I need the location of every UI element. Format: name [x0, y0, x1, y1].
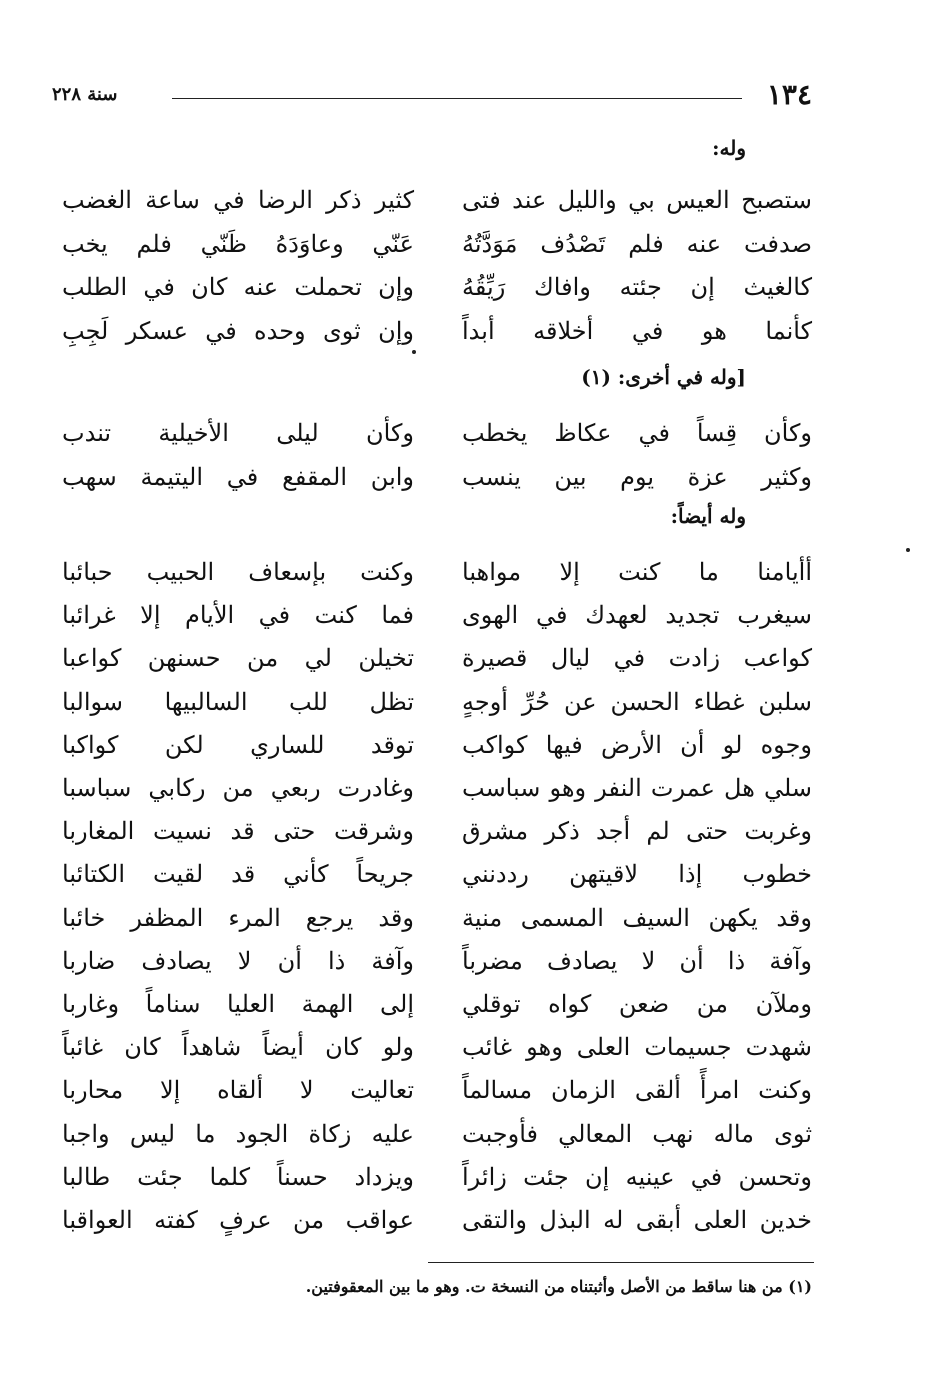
verse-first-hemistich: وجوه لو أن الأرض فيها كواكب: [462, 730, 812, 759]
verse-second-hemistich: فما كنت في الأيام إلا غرائبا: [62, 601, 414, 630]
verse-second-hemistich: إلى الهمة العليا سناماً وغاربا: [62, 990, 414, 1018]
verse-first-hemistich: كالغيث إن جئته وافاك رَيِّقُهُ: [462, 273, 812, 301]
verse-second-hemistich: تخيلن لي من حسنهن كواعبا: [62, 644, 414, 673]
verse-first-hemistich: وكأن قِساً في عكاظ يخطب: [462, 419, 812, 447]
header-rule: [172, 98, 742, 99]
verse-first-hemistich: وآفة ذا أن لا يصادف مضرباً: [462, 946, 812, 975]
intro-1: وله:: [712, 136, 746, 160]
ink-speck: [906, 548, 910, 552]
verse-first-hemistich: خطوب إذا لاقيتهن رددنني: [462, 860, 812, 889]
verse-second-hemistich: وشرقت حتى قد نسيت المغاربا: [62, 817, 414, 846]
verse-first-hemistich: وتحسن في عينيه إن جئت زائراً: [462, 1162, 812, 1191]
intro-3: وله أيضاً:: [670, 504, 746, 528]
verse-first-hemistich: وكنت امرأً ألقى الزمان مسالماً: [462, 1076, 812, 1105]
verse-first-hemistich: سلي هل عمرت النفر وهو سباسب: [462, 774, 812, 802]
verse-second-hemistich: جريحاً كأني قد لقيت الكتائبا: [62, 860, 414, 889]
verse-second-hemistich: وابن المقفع في اليتيمة سهب: [62, 462, 414, 491]
verse-second-hemistich: وإن تحملت عنه كان في الطلب: [62, 273, 414, 301]
year-label: سنة ٢٢٨: [52, 84, 118, 105]
verse-first-hemistich: ثوى ماله نهب المعالي فأوجبت: [462, 1119, 812, 1148]
verse-second-hemistich: عواقب من عرفٍ كفته العواقبا: [62, 1206, 414, 1234]
verse-second-hemistich: تعاليت لا ألقاه إلا محاربا: [62, 1076, 414, 1105]
verse-first-hemistich: وغربت حتى لم أجد ذكر مشرق: [462, 817, 812, 846]
ink-speck: [412, 350, 416, 354]
footnote-rule: [428, 1262, 814, 1263]
verse-second-hemistich: عليه زكاة الجود ما ليس واجبا: [62, 1119, 414, 1148]
verse-first-hemistich: كأنما هو في أخلاقه أبداً: [462, 316, 812, 345]
verse-first-hemistich: وقد يكهن السيف المسمى منية: [462, 903, 812, 932]
page-number: ١٣٤: [766, 78, 812, 111]
verse-first-hemistich: وملآن من ضعن كواه توقلي: [462, 990, 812, 1018]
verse-first-hemistich: صدفت عنه فلم تَصْدُف مَوَدَّتُهُ: [462, 229, 812, 258]
verse-first-hemistich: خدين العلى أبقى له البذل والتقى: [462, 1206, 812, 1234]
verse-second-hemistich: كثير ذكر الرضا في ساعة الغضب: [62, 186, 414, 214]
page-header: [52, 78, 812, 114]
verse-second-hemistich: ويزداد حسناً كلما جئت طالبا: [62, 1162, 414, 1191]
verse-second-hemistich: وكنت بإسعاف الحبيب حبائبا: [62, 558, 414, 586]
verse-second-hemistich: توقد للساري لكن كواكبا: [62, 730, 414, 759]
verse-second-hemistich: وكأن ليلى الأخيلية تندب: [62, 419, 414, 447]
verse-first-hemistich: أأيامنا ما كنت إلا مواهبا: [462, 558, 812, 586]
verse-first-hemistich: سيغرب تجديد لعهدك في الهوى: [462, 601, 812, 630]
verse-second-hemistich: عَنّي وعاوَدَهُ ظَنّي فلم يخب: [62, 229, 414, 258]
verse-first-hemistich: وكثير عزة يوم بين ينسب: [462, 462, 812, 491]
intro-2: [وله في أخرى: (١): [581, 365, 746, 389]
verse-first-hemistich: شهدت جسيمات العلى وهو غائب: [462, 1033, 812, 1062]
verse-first-hemistich: ستصبح العيس بي والليل عند فتى: [462, 186, 812, 214]
verse-first-hemistich: سلبن غطاء الحسن عن حُرِّ أوجهٍ: [462, 687, 812, 716]
verse-second-hemistich: وآفة ذا أن لا يصادف ضاربا: [62, 946, 414, 975]
verse-second-hemistich: وإن ثوى وحده في عسكر لَجِبِ: [62, 316, 414, 345]
verse-second-hemistich: ولو كان أيضاً شاهداً كان غائباً: [62, 1033, 414, 1062]
verse-first-hemistich: كواعب زادت في ليال قصيرة: [462, 644, 812, 673]
footnote: (١) من هنا ساقط من الأصل وأثبتناه من النسخة ت. وهو ما بين المعقوفتين.: [305, 1277, 812, 1296]
verse-second-hemistich: وقد يرجع المرء المظفر خائبا: [62, 903, 414, 932]
verse-second-hemistich: تظل للب السالبيها سوالبا: [62, 687, 414, 716]
verse-second-hemistich: وغادرت ربعي من ركابي سباسبا: [62, 774, 414, 802]
